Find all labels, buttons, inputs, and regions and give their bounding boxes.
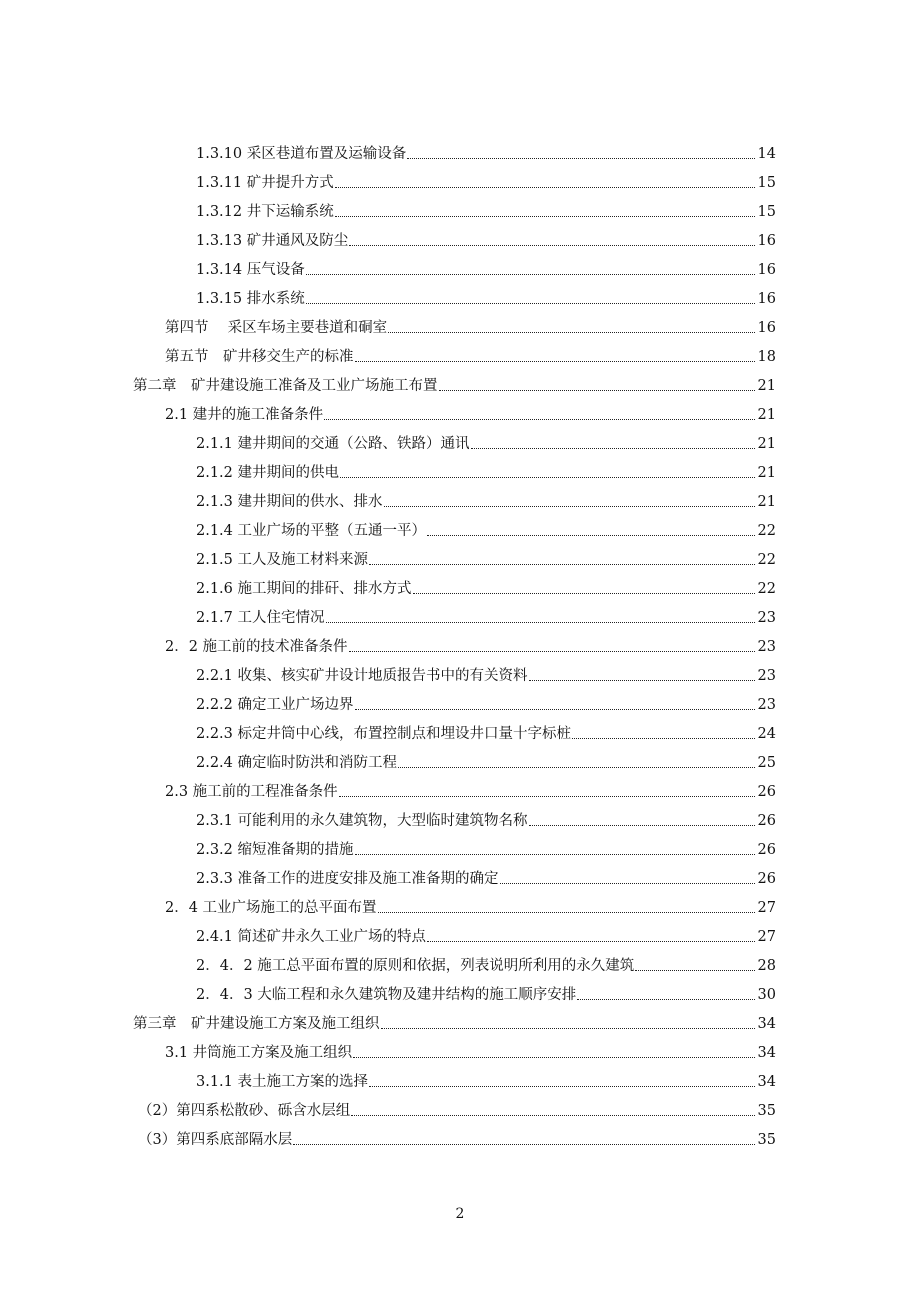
toc-entry-title: 2.1.2 建井期间的供电 [196,465,340,481]
toc-entry-page: 16 [757,233,776,249]
toc-entry[interactable] [0,482,776,511]
toc-entry[interactable] [0,569,776,598]
toc-dot-leader [349,245,755,246]
toc-entry-title: 2.3.2 缩短准备期的措施 [196,842,354,858]
toc-entry-page: 35 [757,1132,776,1148]
toc-entry-page: 16 [757,262,776,278]
toc-entry[interactable] [0,1091,776,1120]
toc-entry-title: 2．2 施工前的技术准备条件 [165,639,348,655]
toc-entry-page: 34 [757,1074,776,1090]
toc-dot-leader [369,1086,755,1087]
toc-entry[interactable] [0,656,776,685]
toc-entry[interactable] [0,627,776,656]
toc-entry-page: 22 [757,552,776,568]
toc-entry[interactable] [0,308,776,337]
toc-dot-leader [500,883,755,884]
toc-entry-title: 1.3.14 压气设备 [196,262,305,278]
toc-entry-page: 23 [757,668,776,684]
toc-dot-leader [351,1115,755,1116]
toc-entry[interactable] [0,830,776,859]
toc-entry-title: 2.4.1 简述矿井永久工业广场的特点 [196,929,427,945]
toc-dot-leader [471,448,755,449]
toc-entry-page: 22 [757,523,776,539]
toc-entry-page: 16 [757,320,776,336]
toc-entry[interactable] [0,859,776,888]
toc-entry-page: 15 [757,204,776,220]
toc-entry[interactable] [0,1033,776,1062]
toc-entry-page: 30 [757,987,776,1003]
toc-entry[interactable] [0,250,776,279]
toc-entry-title: 1.3.15 排水系统 [196,291,305,307]
toc-dot-leader [529,825,755,826]
toc-entry[interactable] [0,801,776,830]
toc-entry-page: 26 [757,871,776,887]
toc-entry-title: 2.1.7 工人住宅情况 [196,610,325,626]
toc-entry-title: 1.3.11 矿井提升方式 [196,175,334,191]
toc-entry-page: 24 [757,726,776,742]
toc-entry-page: 34 [757,1016,776,1032]
toc-entry[interactable] [0,1004,776,1033]
toc-entry-title: 2．4 工业广场施工的总平面布置 [165,900,377,916]
toc-entry-page: 35 [757,1103,776,1119]
toc-dot-leader [413,593,755,594]
toc-entry-page: 15 [757,175,776,191]
toc-entry[interactable] [0,743,776,772]
toc-entry-title: 第四节 采区车场主要巷道和硐室 [165,320,388,336]
toc-entry-page: 25 [757,755,776,771]
toc-dot-leader [355,854,755,855]
toc-dot-leader [378,912,755,913]
toc-entry-title: 2.2.2 确定工业广场边界 [196,697,354,713]
toc-entry-page: 21 [757,494,776,510]
toc-entry[interactable] [0,366,776,395]
toc-dot-leader [369,564,755,565]
toc-entry-page: 16 [757,291,776,307]
toc-entry-title: （2）第四系松散砂、砾含水层组 [138,1103,351,1119]
toc-entry-title: 2.1 建井的施工准备条件 [165,407,324,423]
toc-entry[interactable] [0,1062,776,1091]
toc-dot-leader [306,303,755,304]
toc-dot-leader [355,361,756,362]
toc-dot-leader [427,535,755,536]
toc-entry-title: 2.3.1 可能利用的永久建筑物，大型临时建筑物名称 [196,813,528,829]
toc-entry-page: 21 [757,465,776,481]
toc-entry[interactable] [0,221,776,250]
toc-entry-page: 34 [757,1045,776,1061]
toc-entry-page: 23 [757,639,776,655]
toc-entry-title: 第三章 矿井建设施工方案及施工组织 [133,1016,380,1032]
toc-entry-title: 2.2.1 收集、核实矿井设计地质报告书中的有关资料 [196,668,528,684]
toc-entry-page: 22 [757,581,776,597]
toc-entry-page: 27 [757,929,776,945]
toc-dot-leader [324,419,755,420]
toc-entry-title: 2.2.4 确定临时防洪和消防工程 [196,755,398,771]
toc-entry-page: 23 [757,610,776,626]
toc-dot-leader [529,680,755,681]
toc-entry[interactable] [0,685,776,714]
toc-entry-page: 27 [757,900,776,916]
table-of-contents [0,134,920,1149]
toc-dot-leader [355,709,755,710]
toc-dot-leader [349,651,755,652]
toc-entry-page: 28 [757,958,776,974]
toc-entry-page: 26 [757,813,776,829]
toc-entry-page: 21 [757,407,776,423]
toc-dot-leader [439,390,756,391]
toc-entry[interactable] [0,163,776,192]
toc-entry[interactable] [0,888,776,917]
toc-entry-title: 2.1.3 建井期间的供水、排水 [196,494,383,510]
toc-entry[interactable] [0,192,776,221]
toc-entry-title: 2.1.6 施工期间的排矸、排水方式 [196,581,412,597]
toc-dot-leader [339,796,755,797]
toc-entry-title: 2．4．3 大临工程和永久建筑物及建井结构的施工顺序安排 [196,987,577,1003]
toc-entry[interactable] [0,453,776,482]
toc-dot-leader [335,187,755,188]
toc-entry[interactable] [0,540,776,569]
toc-entry[interactable] [0,917,776,946]
toc-entry[interactable] [0,337,776,366]
toc-entry-title: 第二章 矿井建设施工准备及工业广场施工布置 [133,378,438,394]
toc-entry[interactable] [0,395,776,424]
toc-entry-page: 26 [757,784,776,800]
toc-entry-page: 18 [757,349,776,365]
toc-entry-page: 23 [757,697,776,713]
toc-dot-leader [293,1144,755,1145]
toc-entry-page: 21 [757,436,776,452]
toc-dot-leader [340,477,755,478]
toc-dot-leader [384,506,755,507]
toc-dot-leader [572,738,755,739]
toc-entry[interactable] [0,279,776,308]
toc-entry-title: 2.1.4 工业广场的平整（五通一平） [196,523,427,539]
toc-entry[interactable] [0,134,776,163]
toc-entry[interactable] [0,598,776,627]
toc-dot-leader [335,216,755,217]
toc-dot-leader [326,622,755,623]
page-number: 2 [455,1206,465,1222]
toc-entry-title: （3）第四系底部隔水层 [138,1132,293,1148]
toc-entry-title: 1.3.12 井下运输系统 [196,204,334,220]
toc-entry-title: 2.1.5 工人及施工材料来源 [196,552,369,568]
toc-entry-title: 2.3.3 准备工作的进度安排及施工准备期的确定 [196,871,499,887]
toc-entry-page: 26 [757,842,776,858]
toc-dot-leader [353,1057,755,1058]
toc-entry-title: 3.1.1 表土施工方案的选择 [196,1074,369,1090]
toc-entry[interactable] [0,946,776,975]
toc-entry-title: 2.3 施工前的工程准备条件 [165,784,338,800]
toc-entry-title: 1.3.10 采区巷道布置及运输设备 [196,146,407,162]
toc-entry[interactable] [0,975,776,1004]
toc-dot-leader [427,941,755,942]
toc-entry[interactable] [0,1120,776,1149]
toc-dot-leader [398,767,755,768]
toc-dot-leader [407,158,755,159]
toc-dot-leader [306,274,755,275]
toc-entry-title: 1.3.13 矿井通风及防尘 [196,233,349,249]
toc-entry-title: 第五节 矿井移交生产的标准 [165,349,354,365]
toc-entry-title: 2.1.1 建井期间的交通（公路、铁路）通讯 [196,436,470,452]
toc-entry-title: 2.2.3 标定井筒中心线，布置控制点和埋设井口量十字标桩 [196,726,572,742]
toc-dot-leader [577,999,755,1000]
toc-entry-page: 21 [757,378,776,394]
toc-entry-title: 3.1 井筒施工方案及施工组织 [165,1045,353,1061]
toc-dot-leader [635,970,755,971]
toc-entry[interactable] [0,714,776,743]
toc-entry[interactable] [0,772,776,801]
toc-dot-leader [381,1028,756,1029]
toc-entry[interactable] [0,424,776,453]
toc-entry-page: 14 [757,146,776,162]
toc-dot-leader [388,332,755,333]
toc-entry-title: 2．4．2 施工总平面布置的原则和依据，列表说明所利用的永久建筑 [196,958,635,974]
toc-entry[interactable] [0,511,776,540]
